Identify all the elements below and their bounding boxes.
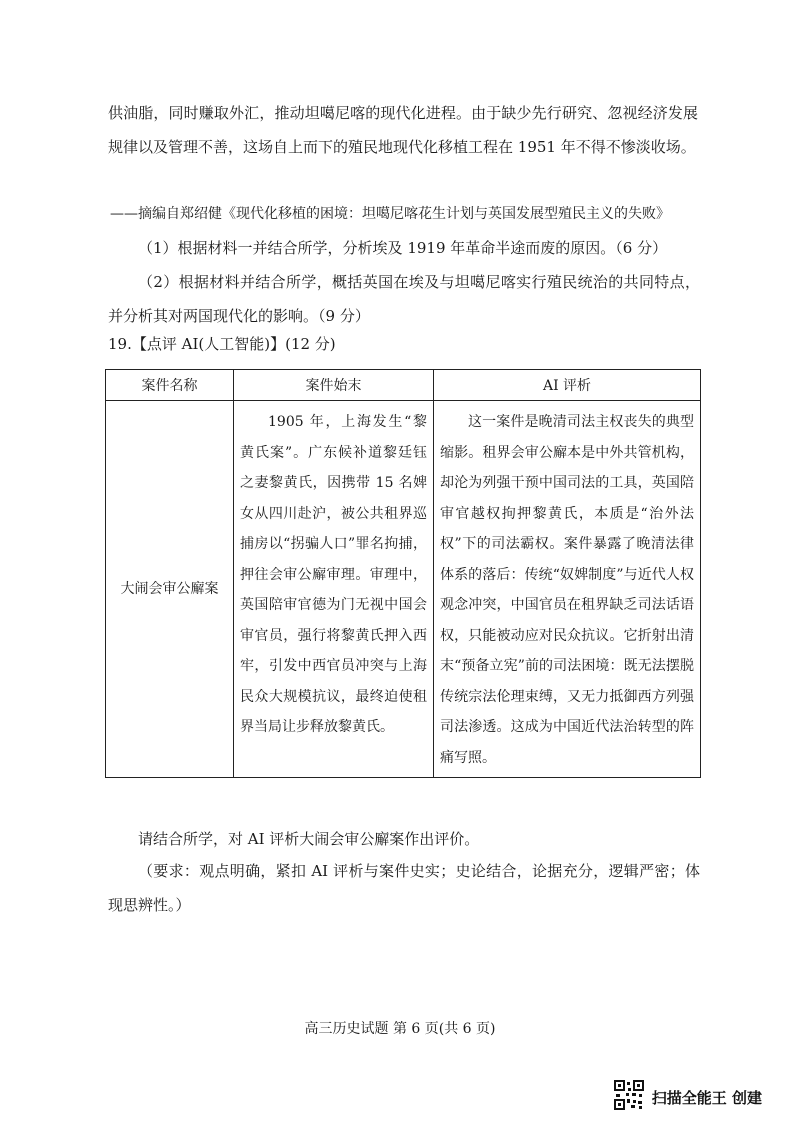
question-19-requirement: （要求：观点明确，紧扣 AI 评析与案件史实；史论结合，论据充分，逻辑严密；体现思辨性。） [108,862,700,914]
scanner-watermark [614,1080,762,1114]
source-citation: ——摘编自郑绍健《现代化移植的困境：坦噶尼喀花生计划与英国发展型殖民主义的失败》 [110,206,670,222]
question-2: （2）根据材料并结合所学，概括英国在埃及与坦噶尼喀实行殖民统治的共同特点，并分析其对两国现代化的影响。（9 分） [108,273,700,325]
table-header-row [106,370,701,401]
column-header-ai-analysis: AI 评析 [434,370,701,401]
question-19-header: 19.【点评 AI(人工智能)】(12 分) [108,335,336,353]
column-header-case-process: 案件始末 [234,370,434,401]
ai-analysis-cell: 这一案件是晚清司法主权丧失的典型缩影。租界会审公廨本是中外共管机构，却沦为列强干预中国司法的工具，英国陪审官越权拘押黎黄氏，本质是“治外法权”下的司法霸权。案件暴露了晚清法律体系的落后：传统“奴婢制度”与近代人权观念冲突，中国官员在租界缺乏司法话语权，只能被动应对民众抗议。它折射出清末“预备立宪”前的司法困境：既无法摆脱传统宗法伦理束缚，又无力抵御西方列强司法渗透。这成为中国近代法治转型的阵痛写照。 [434,401,701,778]
case-name-cell: 大闹会审公廨案 [106,401,234,778]
case-table [105,369,701,778]
case-process-cell: 1905 年，上海发生“黎黄氏案”。广东候补道黎廷钰之妻黎黄氏，因携带 15 名婢女从四川赴沪，被公共租界巡捕房以“拐骗人口”罪名拘捕，押往会审公廨审理。审理中，英国陪审官德为门无视中国会审官员，强行将黎黄氏押入西牢，引发中西官员冲突与上海民众大规模抗议，最终迫使租界当局让步释放黎黄氏。 [234,401,434,778]
watermark-text: 扫描全能王 创建 [651,1088,762,1107]
column-header-case-name: 案件名称 [106,370,234,401]
continued-paragraph: 供油脂，同时赚取外汇，推动坦噶尼喀的现代化进程。由于缺少先行研究、忽视经济发展规律以及管理不善，这场自上而下的殖民地现代化移植工程在 1951 年不得不惨淡收场。 [108,104,698,156]
question-1: （1）根据材料一并结合所学，分析埃及 1919 年革命半途而废的原因。（6 分） [138,239,668,257]
page-footer: 高三历史试题 第 6 页(共 6 页) [304,1021,496,1037]
question-19-instruction: 请结合所学，对 AI 评析大闹会审公廨案作出评价。 [138,830,480,848]
table-row [106,401,701,778]
qr-code-icon [614,1080,644,1114]
